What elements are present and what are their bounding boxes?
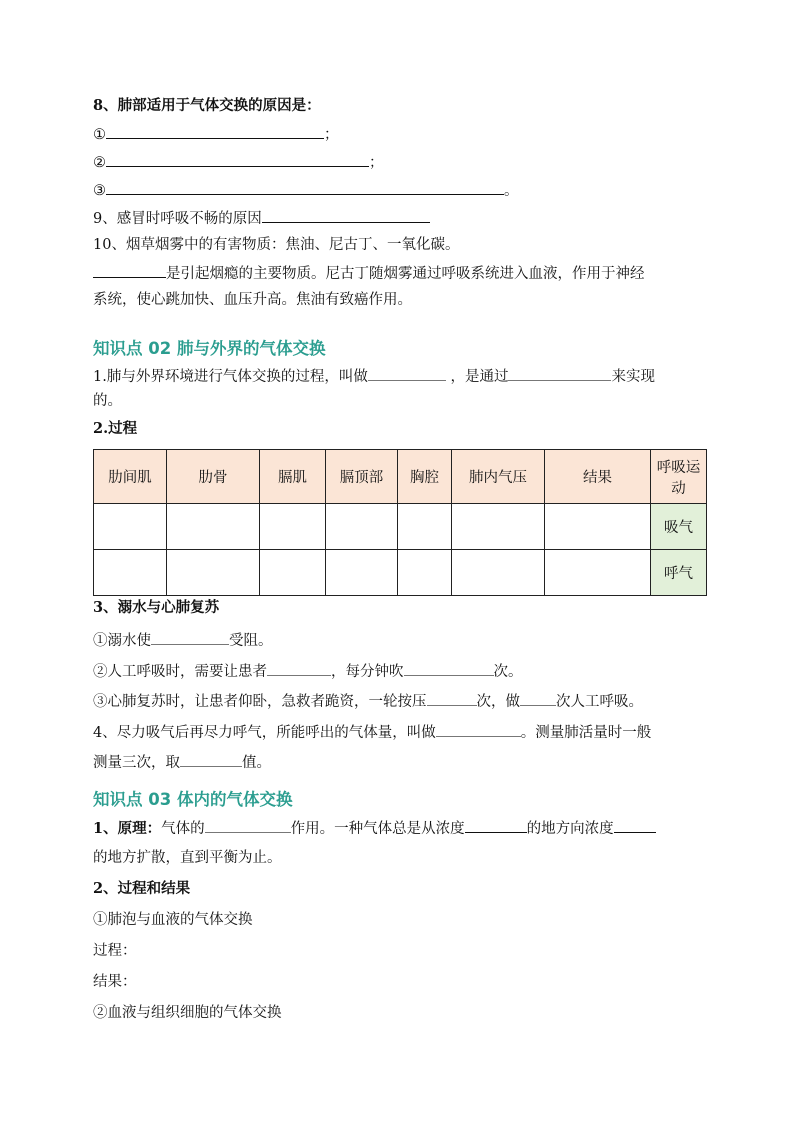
table-cell[interactable]	[94, 550, 167, 596]
s3-result: 结果：	[93, 974, 137, 990]
s2-p1-blank-2[interactable]	[508, 366, 611, 381]
table-cell[interactable]	[452, 504, 545, 550]
q9	[93, 208, 430, 229]
q10-line-2	[93, 263, 645, 284]
s3-p2-1: ①肺泡与血液的气体交换	[93, 912, 253, 928]
s2-p3-1-b: 受阻。	[229, 633, 273, 649]
s2-p3-3-blank-1[interactable]	[427, 691, 477, 706]
s3-p1-cont: 的地方扩散，直到平衡为止。	[93, 850, 282, 866]
q8-title: 8、肺部适用于气体交换的原因是：	[93, 97, 321, 114]
s3-p1-b: 作用。一种气体总是从浓度	[290, 821, 465, 837]
q8-item-3-end: 。	[504, 183, 519, 199]
s2-p3-3-c: 次人工呼吸。	[556, 694, 643, 710]
q8-blank-1[interactable]	[106, 124, 324, 139]
s2-p1-a: 1.肺与外界环境进行气体交换的过程，叫做	[93, 369, 368, 385]
s2-p2: 2.过程	[93, 420, 138, 437]
q8-item-1-end: ；	[324, 127, 339, 143]
s2-p3-2-c: 次。	[493, 664, 523, 680]
s2-p3-2-b: ，每分钟吹	[331, 664, 404, 680]
table-header-cell: 肋间肌	[94, 450, 167, 504]
q8-blank-2[interactable]	[106, 152, 369, 167]
q10-blank[interactable]	[93, 263, 166, 278]
q9-text: 9、感冒时呼吸不畅的原因	[93, 211, 262, 227]
s2-p3-2-blank-2[interactable]	[404, 661, 494, 676]
s3-p1-c: 的地方向浓度	[526, 821, 614, 837]
s2-p4-d: 值。	[242, 755, 271, 771]
s2-p3-2-blank-1[interactable]	[267, 661, 331, 676]
s3-p2: 2、过程和结果	[93, 880, 191, 897]
table-cell[interactable]	[398, 550, 452, 596]
s3-process: 过程：	[93, 943, 137, 959]
q8-item-1	[93, 124, 339, 145]
s2-p4-blank-2[interactable]	[180, 752, 242, 767]
section-02-heading: 知识点 02 肺与外界的气体交换	[93, 339, 326, 358]
table-header-cell: 结果	[545, 450, 651, 504]
respiration-table	[93, 449, 707, 596]
table-cell[interactable]	[326, 504, 398, 550]
q10-line-2-text: 是引起烟瘾的主要物质。尼古丁随烟雾通过呼吸系统进入血液，作用于神经	[166, 266, 645, 282]
s3-p1	[93, 818, 656, 839]
table-cell[interactable]	[545, 504, 651, 550]
s2-p4	[93, 722, 651, 743]
s2-p4-c: 测量三次，取	[93, 755, 180, 771]
table-row	[94, 504, 707, 550]
s2-p3-3-blank-2[interactable]	[520, 691, 556, 706]
table-header-cell: 肺内气压	[452, 450, 545, 504]
q9-blank[interactable]	[262, 208, 430, 223]
s3-p1-blank-2[interactable]	[465, 818, 527, 833]
s2-p1-c: 来实现	[611, 369, 655, 385]
table-cell[interactable]	[260, 550, 326, 596]
table-header-cell: 胸腔	[398, 450, 452, 504]
s2-p1	[93, 366, 655, 387]
s3-p2-2: ②血液与组织细胞的气体交换	[93, 1005, 282, 1021]
table-cell-inhale: 吸气	[651, 504, 707, 550]
q8-item-2-end: ；	[369, 155, 384, 171]
table-header-cell: 肋骨	[167, 450, 260, 504]
header-last-line-2: 动	[671, 480, 686, 497]
table-cell-exhale: 呼气	[651, 550, 707, 596]
s2-p3-3-a: ③心肺复苏时，让患者仰卧，急救者跪资，一轮按压	[93, 694, 427, 710]
table-cell[interactable]	[94, 504, 167, 550]
s2-p1-blank-1[interactable]	[368, 366, 446, 381]
s2-p3-3	[93, 691, 643, 712]
table-header-cell: 膈顶部	[326, 450, 398, 504]
s2-p3: 3、溺水与心肺复苏	[93, 599, 220, 616]
q8-item-2-mark: ②	[93, 155, 106, 171]
table-row	[94, 550, 707, 596]
s2-p3-3-b: 次，做	[476, 694, 520, 710]
s3-p1-blank-1[interactable]	[205, 818, 291, 833]
q8-item-3	[93, 180, 519, 201]
s2-p4-b: 。测量肺活量时一般	[520, 725, 652, 741]
table-header-cell: 膈肌	[260, 450, 326, 504]
table-cell[interactable]	[452, 550, 545, 596]
q10-line-3: 系统，使心跳加快、血压升高。焦油有致癌作用。	[93, 292, 412, 308]
table-cell[interactable]	[167, 550, 260, 596]
s2-p4-a: 4、尽力吸气后再尽力呼气，所能呼出的气体量，叫做	[93, 725, 436, 741]
header-last-line-1: 呼吸运	[656, 459, 701, 476]
s2-p3-1-a: ①溺水使	[93, 633, 151, 649]
q10-line-1: 10、烟草烟雾中的有害物质：焦油、尼古丁、一氧化碳。	[93, 237, 460, 253]
s2-p4-cont	[93, 752, 271, 773]
q8-item-2	[93, 152, 384, 173]
q8-item-1-mark: ①	[93, 127, 106, 143]
s2-p4-blank-1[interactable]	[436, 722, 521, 737]
s3-p1-a: 气体的	[161, 821, 205, 837]
table-cell[interactable]	[398, 504, 452, 550]
s3-p1-label: 1、原理：	[93, 820, 162, 837]
q8-item-3-mark: ③	[93, 183, 106, 199]
s2-p3-1	[93, 630, 273, 651]
table-header-row	[94, 450, 707, 504]
table-cell[interactable]	[545, 550, 651, 596]
table-cell[interactable]	[167, 504, 260, 550]
table-header-cell	[651, 450, 707, 504]
table-cell[interactable]	[260, 504, 326, 550]
s2-p3-1-blank[interactable]	[151, 630, 229, 645]
s2-p1-cont: 的。	[93, 393, 122, 409]
s2-p3-2	[93, 661, 523, 682]
s2-p3-2-a: ②人工呼吸时，需要让患者	[93, 664, 267, 680]
table-cell[interactable]	[326, 550, 398, 596]
q8-blank-3[interactable]	[106, 180, 504, 195]
s3-p1-blank-3[interactable]	[614, 818, 656, 833]
section-03-heading: 知识点 03 体内的气体交换	[93, 790, 293, 809]
s2-p1-b: ，是通过	[450, 369, 509, 385]
